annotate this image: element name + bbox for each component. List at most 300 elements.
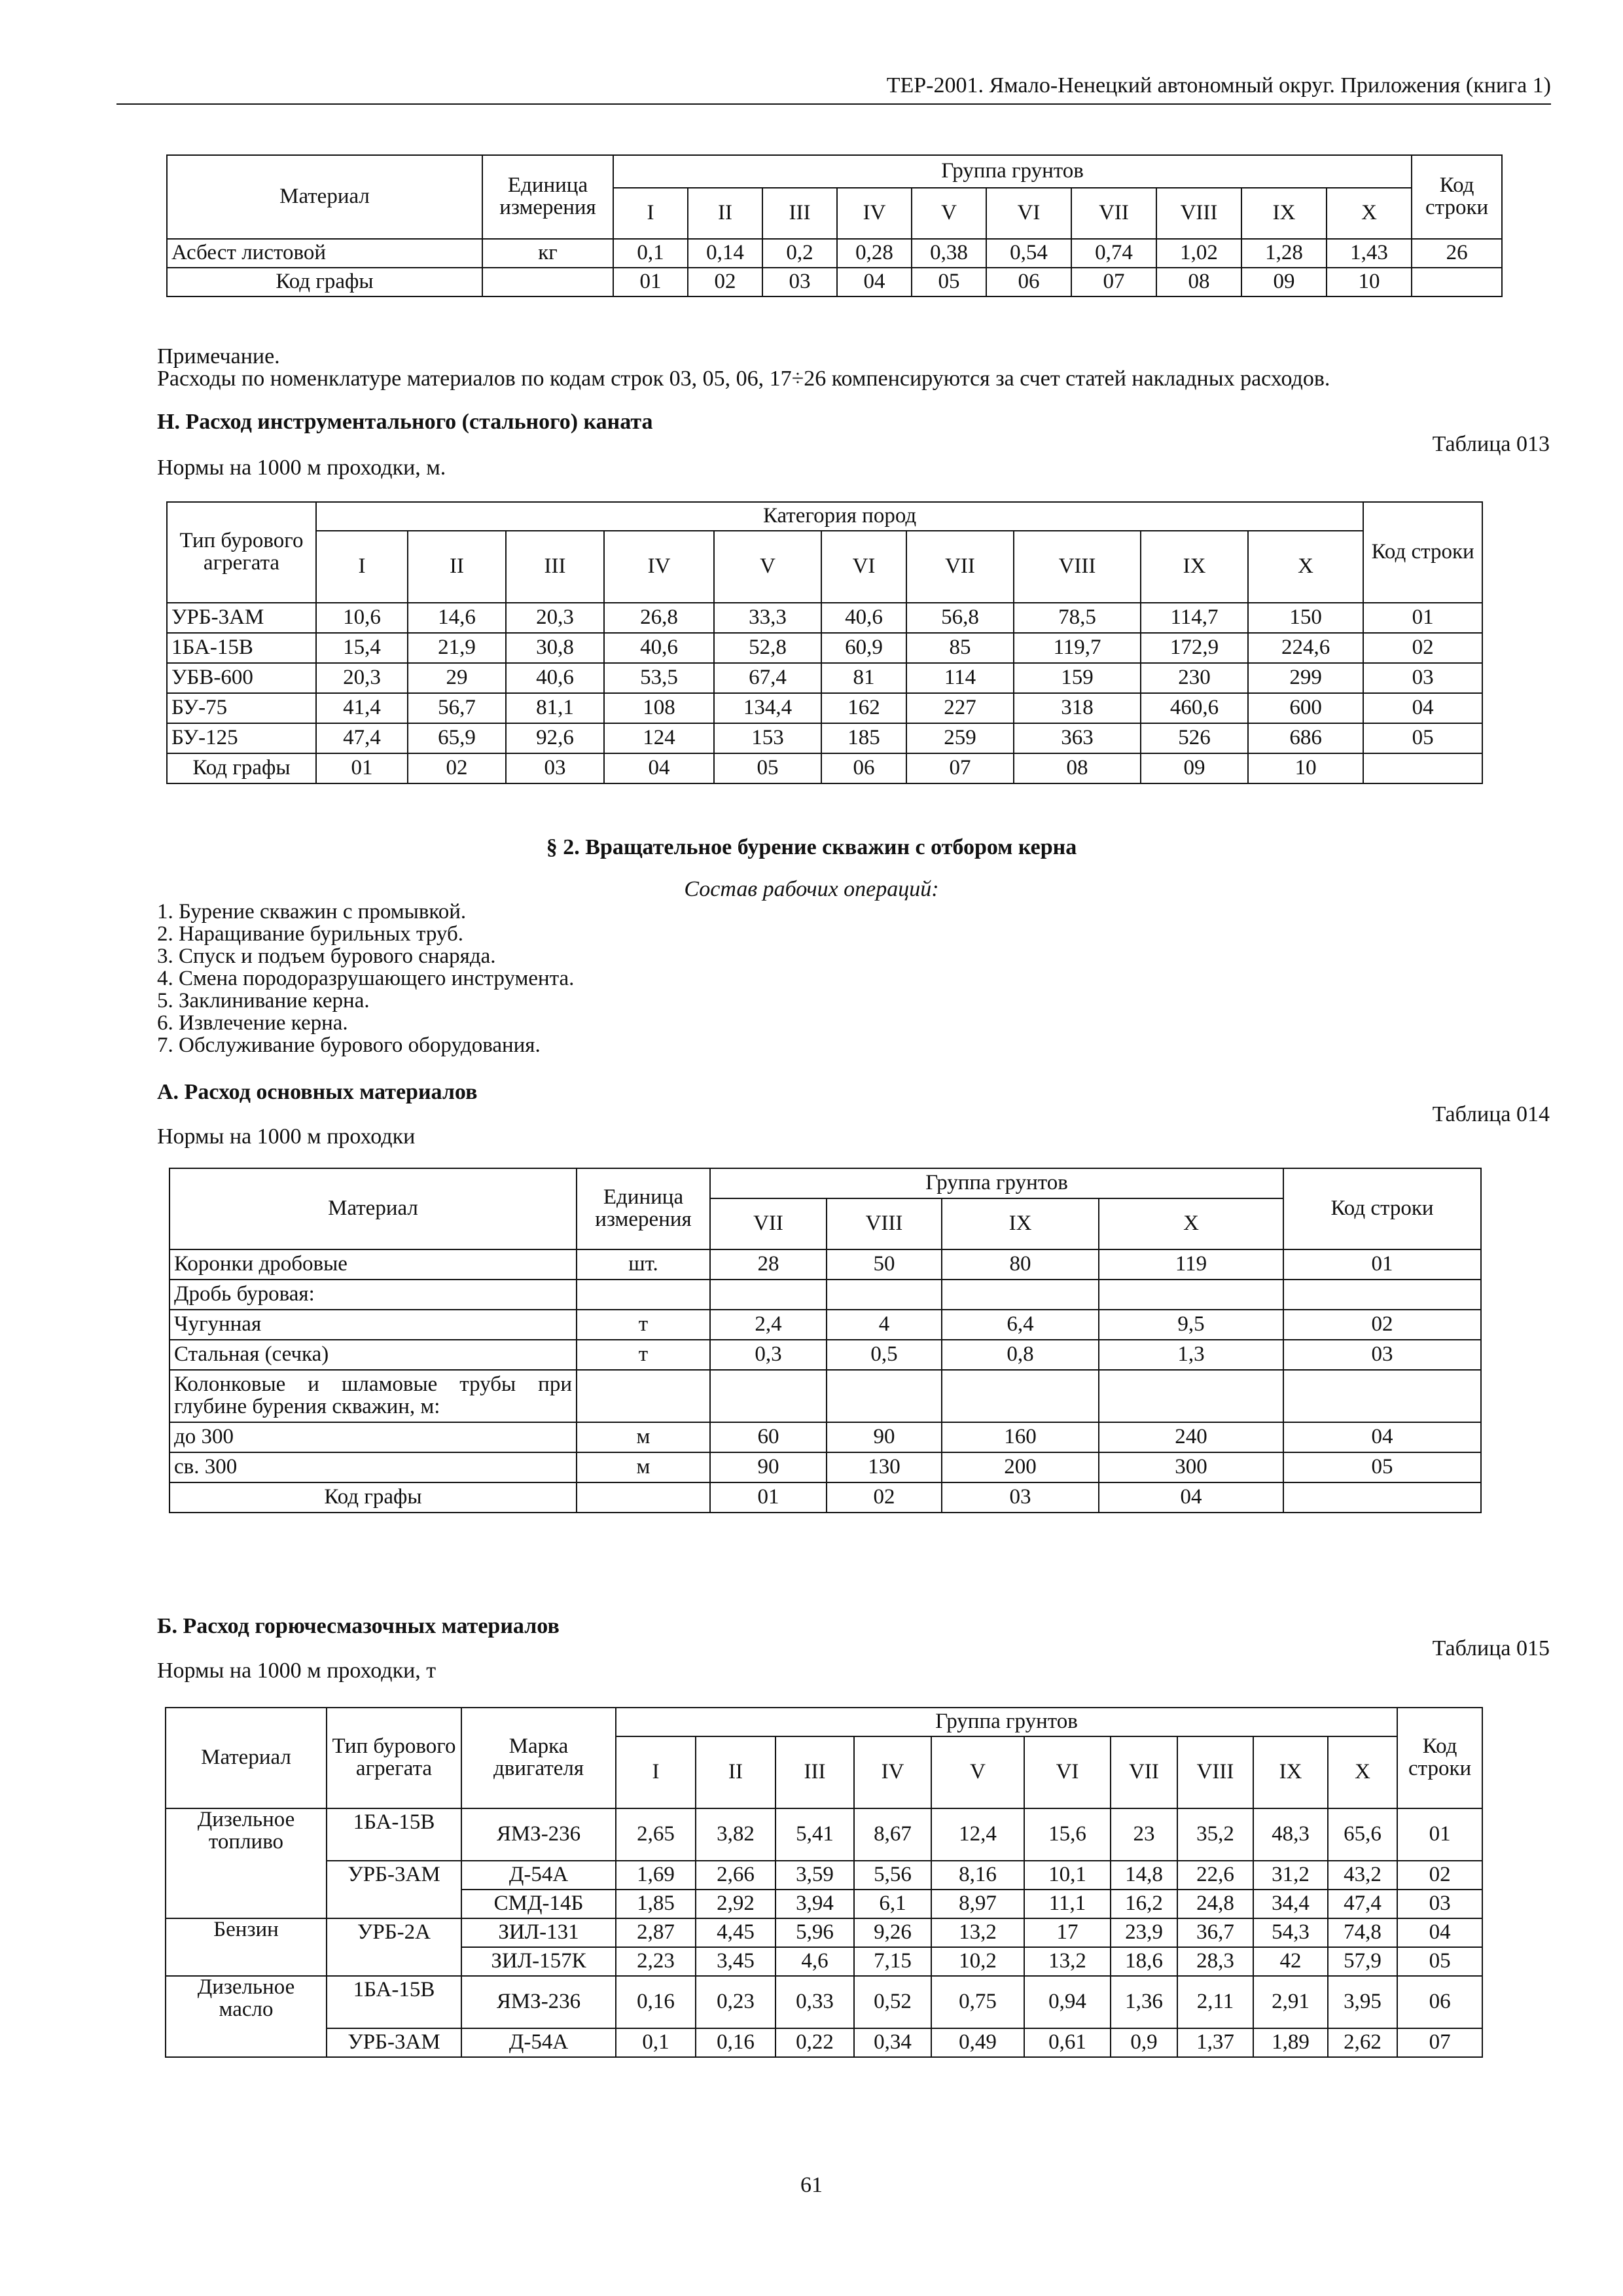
cell-value: 2,87: [616, 1918, 696, 1947]
cell-value: 1,43: [1327, 239, 1412, 268]
cell-value: 26,8: [604, 603, 714, 633]
group-header: Группа грунтов: [613, 155, 1412, 188]
cell-value: 114: [906, 663, 1014, 693]
cell-value: 14,8: [1111, 1861, 1177, 1890]
cell-value: 43,2: [1328, 1861, 1397, 1890]
cell-value: 8,16: [931, 1861, 1024, 1890]
col-header-code: Код строки: [1397, 1708, 1482, 1808]
cell-value: 300: [1099, 1452, 1283, 1482]
footer-code: 04: [604, 753, 714, 783]
cell-code: 04: [1397, 1918, 1482, 1947]
section-b-norms: Нормы на 1000 м проходки, т: [157, 1659, 437, 1683]
cell-value: 40,6: [821, 603, 906, 633]
col-header-type: Тип бурового агрегата: [327, 1708, 461, 1808]
cell-value: 78,5: [1014, 603, 1141, 633]
section-b-title: Б. Расход горючесмазочных материалов: [157, 1614, 560, 1638]
cell-value: 2,92: [696, 1890, 776, 1918]
cell-value: 7,15: [854, 1947, 931, 1976]
footer-code: 08: [1156, 268, 1241, 296]
cell-value: 1,3: [1099, 1340, 1283, 1370]
cell-value: 85: [906, 633, 1014, 663]
group-col-header: X: [1328, 1736, 1397, 1808]
cell-value: 0,16: [616, 1976, 696, 2028]
footer-code: 05: [714, 753, 821, 783]
cell-value: 299: [1248, 663, 1363, 693]
cell-material: св. 300: [169, 1452, 577, 1482]
group-col-header: VII: [1111, 1736, 1177, 1808]
group-header: Группа грунтов: [616, 1708, 1397, 1736]
cell-value: 8,97: [931, 1890, 1024, 1918]
cell-value: [710, 1370, 827, 1422]
cell-value: 92,6: [506, 723, 604, 753]
cell-value: 23,9: [1111, 1918, 1177, 1947]
group-col-header: IV: [854, 1736, 931, 1808]
cell-value: [710, 1280, 827, 1310]
col-header-type: Тип бурового агрегата: [167, 502, 316, 603]
cell-value: 227: [906, 693, 1014, 723]
footer-code: 10: [1248, 753, 1363, 783]
page-number: 61: [800, 2173, 823, 2197]
cell-value: 124: [604, 723, 714, 753]
col-header-unit: Единица измерения: [577, 1168, 710, 1249]
cell-engine: Д-54А: [461, 1861, 616, 1890]
section-2-subtitle: Состав рабочих операций:: [684, 877, 939, 901]
footer-code: 07: [1071, 268, 1156, 296]
cell-value: 2,23: [616, 1947, 696, 1976]
cell-engine: ЗИЛ-157К: [461, 1947, 616, 1976]
cell-value: [942, 1370, 1099, 1422]
footer-empty: [577, 1482, 710, 1513]
cell-code: 04: [1363, 693, 1482, 723]
cell-code: 02: [1397, 1861, 1482, 1890]
cell-value: 2,91: [1253, 1976, 1328, 2028]
group-col-header: I: [316, 531, 408, 603]
cell-unit: т: [577, 1310, 710, 1340]
footer-empty: [1412, 268, 1502, 296]
cell-unit: [577, 1370, 710, 1422]
cell-value: 460,6: [1141, 693, 1248, 723]
cell-value: 36,7: [1177, 1918, 1253, 1947]
cell-value: 4: [827, 1310, 942, 1340]
cell-code: 03: [1397, 1890, 1482, 1918]
cell-value: 17: [1024, 1918, 1111, 1947]
footer-code: 05: [912, 268, 986, 296]
col-header-engine: Марка двигателя: [461, 1708, 616, 1808]
footer-row: [167, 268, 1502, 296]
table-fuel-lubricants: [165, 1707, 1483, 2058]
cell-code: 05: [1363, 723, 1482, 753]
footer-code: 01: [316, 753, 408, 783]
cell-value: 318: [1014, 693, 1141, 723]
cell-material: Чугунная: [169, 1310, 577, 1340]
group-col-header: X: [1327, 188, 1412, 239]
group-col-header: I: [613, 188, 688, 239]
cell-value: 11,1: [1024, 1890, 1111, 1918]
cell-value: 24,8: [1177, 1890, 1253, 1918]
cell-value: 1,02: [1156, 239, 1241, 268]
cell-value: 153: [714, 723, 821, 753]
cell-value: 0,9: [1111, 2028, 1177, 2057]
cell-value: 4,45: [696, 1918, 776, 1947]
cell-value: 33,3: [714, 603, 821, 633]
cell-value: 0,54: [986, 239, 1071, 268]
cell-material: до 300: [169, 1422, 577, 1452]
group-col-header: VII: [1071, 188, 1156, 239]
cell-code: 01: [1283, 1249, 1481, 1280]
cell-value: 0,52: [854, 1976, 931, 2028]
footer-code: 04: [1099, 1482, 1283, 1513]
cell-value: 41,4: [316, 693, 408, 723]
cell-value: [1099, 1280, 1283, 1310]
cell-value: 40,6: [604, 633, 714, 663]
group-col-header: VIII: [1014, 531, 1141, 603]
cell-value: 1,36: [1111, 1976, 1177, 2028]
cell-value: 6,4: [942, 1310, 1099, 1340]
operation-item: 7. Обслуживание бурового оборудования.: [157, 1033, 541, 1057]
cell-value: 600: [1248, 693, 1363, 723]
cell-code: 01: [1397, 1808, 1482, 1861]
cell-value: 0,1: [613, 239, 688, 268]
group-col-header: VI: [821, 531, 906, 603]
section-a-title: А. Расход основных материалов: [157, 1080, 478, 1104]
group-col-header: VIII: [827, 1198, 942, 1249]
group-col-header: V: [714, 531, 821, 603]
section-a-norms: Нормы на 1000 м проходки: [157, 1124, 416, 1149]
table-015-label: Таблица 015: [1432, 1636, 1550, 1660]
operation-item: 1. Бурение скважин с промывкой.: [157, 900, 467, 924]
section-n-norms: Нормы на 1000 м проходки, м.: [157, 456, 446, 480]
cell-material: Коронки дробовые: [169, 1249, 577, 1280]
group-col-header: V: [912, 188, 986, 239]
group-col-header: IX: [1241, 188, 1327, 239]
group-col-header: VII: [906, 531, 1014, 603]
cell-code: 06: [1397, 1976, 1482, 2028]
cell-value: 0,28: [837, 239, 912, 268]
cell-value: 1,85: [616, 1890, 696, 1918]
cell-value: 48,3: [1253, 1808, 1328, 1861]
cell-code: 05: [1283, 1452, 1481, 1482]
table-row: [166, 1861, 1482, 1890]
cell-value: 81,1: [506, 693, 604, 723]
cell-value: 1,69: [616, 1861, 696, 1890]
table-row: [167, 723, 1482, 753]
cell-value: 65,9: [408, 723, 506, 753]
cell-engine: ЯМЗ-236: [461, 1976, 616, 2028]
cell-value: 363: [1014, 723, 1141, 753]
cell-value: 28,3: [1177, 1947, 1253, 1976]
cell-value: 0,61: [1024, 2028, 1111, 2057]
cell-value: 13,2: [931, 1918, 1024, 1947]
cell-value: 10,6: [316, 603, 408, 633]
group-col-header: VIII: [1177, 1736, 1253, 1808]
cell-value: 240: [1099, 1422, 1283, 1452]
table-row: [169, 1249, 1481, 1280]
cell-value: 3,94: [776, 1890, 854, 1918]
section-n-title: Н. Расход инструментального (стального) каната: [157, 410, 653, 434]
cell-engine: ЗИЛ-131: [461, 1918, 616, 1947]
cell-value: 230: [1141, 663, 1248, 693]
cell-material: Асбест листовой: [167, 239, 482, 268]
cell-code: 01: [1363, 603, 1482, 633]
cell-value: 3,45: [696, 1947, 776, 1976]
cell-value: 20,3: [506, 603, 604, 633]
cell-value: 30,8: [506, 633, 604, 663]
footer-empty: [1363, 753, 1482, 783]
cell-value: 56,8: [906, 603, 1014, 633]
footer-code: 01: [613, 268, 688, 296]
cell-unit: т: [577, 1340, 710, 1370]
cell-value: 162: [821, 693, 906, 723]
footer-code: 04: [837, 268, 912, 296]
cell-value: 21,9: [408, 633, 506, 663]
cell-value: 65,6: [1328, 1808, 1397, 1861]
table-row: [169, 1452, 1481, 1482]
cell-value: 185: [821, 723, 906, 753]
group-col-header: II: [408, 531, 506, 603]
group-col-header: IX: [1141, 531, 1248, 603]
cell-value: 40,6: [506, 663, 604, 693]
group-col-header: V: [931, 1736, 1024, 1808]
running-header: ТЕР-2001. Ямало-Ненецкий автономный округ. Приложения (книга 1): [886, 73, 1551, 98]
cell-code: 02: [1283, 1310, 1481, 1340]
footer-code: 03: [762, 268, 837, 296]
operation-item: 5. Заклинивание керна.: [157, 989, 370, 1013]
group-col-header: X: [1248, 531, 1363, 603]
cell-value: 1,89: [1253, 2028, 1328, 2057]
table-row: [166, 1976, 1482, 2028]
operations-list: [157, 901, 574, 1056]
cell-value: 20,3: [316, 663, 408, 693]
table-row: [169, 1370, 1481, 1422]
cell-value: 31,2: [1253, 1861, 1328, 1890]
cell-value: 1,28: [1241, 239, 1327, 268]
col-header-unit: Единица измерения: [482, 155, 613, 239]
cell-engine: Д-54А: [461, 2028, 616, 2057]
footer-code: 06: [986, 268, 1071, 296]
footer-row: [167, 753, 1482, 783]
cell-value: 4,6: [776, 1947, 854, 1976]
table-row: [169, 1310, 1481, 1340]
cell-value: 10,1: [1024, 1861, 1111, 1890]
cell-value: 0,2: [762, 239, 837, 268]
col-header-code: Код строки: [1363, 502, 1482, 603]
cell-value: 2,11: [1177, 1976, 1253, 2028]
cell-value: 150: [1248, 603, 1363, 633]
cell-code: [1283, 1370, 1481, 1422]
group-col-header: X: [1099, 1198, 1283, 1249]
cell-value: 0,3: [710, 1340, 827, 1370]
cell-code: 26: [1412, 239, 1502, 268]
cell-value: 1,37: [1177, 2028, 1253, 2057]
group-col-header: VIII: [1156, 188, 1241, 239]
cell-value: 160: [942, 1422, 1099, 1452]
cell-unit: кг: [482, 239, 613, 268]
cell-value: 0,14: [688, 239, 762, 268]
group-header: Категория пород: [316, 502, 1363, 531]
cell-value: 15,4: [316, 633, 408, 663]
cell-material: Дизельное топливо: [166, 1808, 327, 1918]
table-row: [169, 1280, 1481, 1310]
cell-value: 259: [906, 723, 1014, 753]
col-header-material: Материал: [167, 155, 482, 239]
cell-value: 57,9: [1328, 1947, 1397, 1976]
cell-value: 200: [942, 1452, 1099, 1482]
cell-value: [1099, 1370, 1283, 1422]
col-header-code: Код строки: [1412, 155, 1502, 239]
cell-value: 35,2: [1177, 1808, 1253, 1861]
cell-code: 03: [1363, 663, 1482, 693]
table-row: [166, 1808, 1482, 1861]
cell-value: 56,7: [408, 693, 506, 723]
cell-value: 81: [821, 663, 906, 693]
cell-value: 6,1: [854, 1890, 931, 1918]
cell-value: 2,66: [696, 1861, 776, 1890]
table-row: [166, 1918, 1482, 1947]
table-row: [167, 633, 1482, 663]
col-header-material: Материал: [166, 1708, 327, 1808]
cell-value: 130: [827, 1452, 942, 1482]
group-col-header: II: [696, 1736, 776, 1808]
cell-value: 526: [1141, 723, 1248, 753]
cell-value: 3,95: [1328, 1976, 1397, 2028]
cell-value: 60,9: [821, 633, 906, 663]
cell-code: 03: [1283, 1340, 1481, 1370]
footer-code: 08: [1014, 753, 1141, 783]
footer-code: 06: [821, 753, 906, 783]
table-014-label: Таблица 014: [1432, 1102, 1550, 1126]
cell-value: 29: [408, 663, 506, 693]
cell-value: 0,16: [696, 2028, 776, 2057]
cell-value: 74,8: [1328, 1918, 1397, 1947]
cell-unit: м: [577, 1422, 710, 1452]
footer-code: 07: [906, 753, 1014, 783]
cell-value: 34,4: [1253, 1890, 1328, 1918]
footer-code: 02: [688, 268, 762, 296]
cell-value: 90: [827, 1422, 942, 1452]
cell-value: 108: [604, 693, 714, 723]
cell-value: 80: [942, 1249, 1099, 1280]
cell-value: 224,6: [1248, 633, 1363, 663]
cell-unit: м: [577, 1452, 710, 1482]
cell-value: 12,4: [931, 1808, 1024, 1861]
cell-value: 0,8: [942, 1340, 1099, 1370]
cell-value: 28: [710, 1249, 827, 1280]
cell-value: 2,62: [1328, 2028, 1397, 2057]
footer-code: 03: [506, 753, 604, 783]
cell-value: 22,6: [1177, 1861, 1253, 1890]
cell-type: 1БА-15В: [327, 1976, 461, 2028]
cell-value: 3,82: [696, 1808, 776, 1861]
col-header-material: Материал: [169, 1168, 577, 1249]
table-013-label: Таблица 013: [1432, 432, 1550, 456]
cell-value: 5,56: [854, 1861, 931, 1890]
cell-code: 04: [1283, 1422, 1481, 1452]
cell-type: БУ-75: [167, 693, 316, 723]
section-2-title: § 2. Вращательное бурение скважин с отбором керна: [546, 835, 1077, 859]
cell-unit: шт.: [577, 1249, 710, 1280]
cell-value: 23: [1111, 1808, 1177, 1861]
cell-value: 10,2: [931, 1947, 1024, 1976]
cell-value: 0,34: [854, 2028, 931, 2057]
cell-value: 0,5: [827, 1340, 942, 1370]
cell-value: 0,94: [1024, 1976, 1111, 2028]
cell-unit: [577, 1280, 710, 1310]
cell-value: 172,9: [1141, 633, 1248, 663]
group-col-header: III: [776, 1736, 854, 1808]
cell-code: 07: [1397, 2028, 1482, 2057]
cell-code: 05: [1397, 1947, 1482, 1976]
cell-code: [1283, 1280, 1481, 1310]
table-row: [169, 1422, 1481, 1452]
footer-code: 02: [408, 753, 506, 783]
cell-type: УРБ-3АМ: [327, 1861, 461, 1918]
cell-value: 47,4: [316, 723, 408, 753]
footer-label: Код графы: [169, 1482, 577, 1513]
operation-item: 2. Наращивание бурильных труб.: [157, 922, 463, 946]
table-asbestos: [166, 154, 1503, 297]
cell-value: 18,6: [1111, 1947, 1177, 1976]
cell-value: 0,49: [931, 2028, 1024, 2057]
header-rule: [116, 103, 1551, 105]
footer-code: 01: [710, 1482, 827, 1513]
cell-engine: СМД-14Б: [461, 1890, 616, 1918]
cell-value: 9,5: [1099, 1310, 1283, 1340]
group-col-header: III: [506, 531, 604, 603]
cell-value: 60: [710, 1422, 827, 1452]
group-col-header: VI: [1024, 1736, 1111, 1808]
cell-value: 13,2: [1024, 1947, 1111, 1976]
cell-value: 42: [1253, 1947, 1328, 1976]
table-row: [167, 603, 1482, 633]
col-header-code: Код строки: [1283, 1168, 1481, 1249]
cell-value: 15,6: [1024, 1808, 1111, 1861]
cell-value: 159: [1014, 663, 1141, 693]
table-row: [169, 1340, 1481, 1370]
table-cable: [166, 501, 1483, 784]
cell-value: 0,75: [931, 1976, 1024, 2028]
table-main-materials: [169, 1168, 1482, 1513]
cell-code: 02: [1363, 633, 1482, 663]
cell-value: 16,2: [1111, 1890, 1177, 1918]
group-col-header: IX: [942, 1198, 1099, 1249]
group-col-header: IX: [1253, 1736, 1328, 1808]
cell-value: 114,7: [1141, 603, 1248, 633]
cell-value: 47,4: [1328, 1890, 1397, 1918]
cell-value: 3,59: [776, 1861, 854, 1890]
footer-code: 10: [1327, 268, 1412, 296]
cell-value: 0,38: [912, 239, 986, 268]
cell-type: УРБ-3АМ: [167, 603, 316, 633]
cell-value: 67,4: [714, 663, 821, 693]
footer-label: Код графы: [167, 753, 316, 783]
cell-value: 0,1: [616, 2028, 696, 2057]
group-col-header: III: [762, 188, 837, 239]
cell-value: 0,74: [1071, 239, 1156, 268]
cell-value: 2,65: [616, 1808, 696, 1861]
table-row: [167, 239, 1502, 268]
table-row: [166, 2028, 1482, 2057]
group-col-header: VI: [986, 188, 1071, 239]
footer-code: 02: [827, 1482, 942, 1513]
cell-material: Бензин: [166, 1918, 327, 1976]
table-row: [167, 693, 1482, 723]
cell-value: 9,26: [854, 1918, 931, 1947]
cell-material: Дробь буровая:: [169, 1280, 577, 1310]
cell-value: 50: [827, 1249, 942, 1280]
operation-item: 6. Извлечение керна.: [157, 1011, 348, 1035]
cell-value: [827, 1370, 942, 1422]
cell-value: 52,8: [714, 633, 821, 663]
